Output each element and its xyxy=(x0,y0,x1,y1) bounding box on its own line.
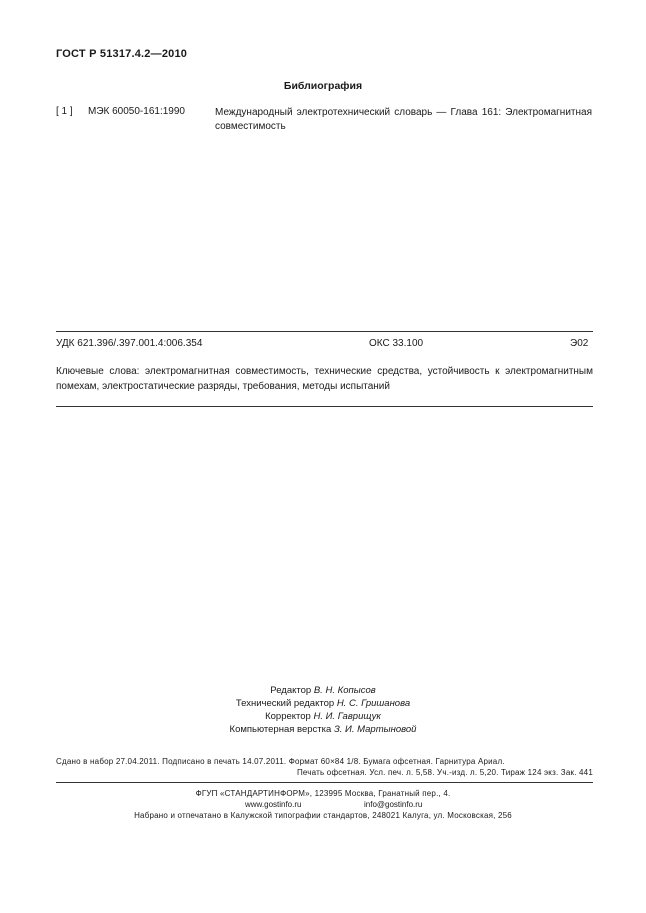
credit-role: Технический редактор xyxy=(235,698,335,709)
credit-role: Компьютерная верстка xyxy=(229,724,332,735)
oks-code: ОКС 33.100 xyxy=(369,338,424,349)
credit-proofreader xyxy=(0,710,646,723)
print-info-line-2: Печать офсетная. Усл. печ. л. 5,58. Уч.-изд. л. 5,20. Тираж 124 экз. Зак. 441 xyxy=(296,768,593,777)
publisher-line: ФГУП «СТАНДАРТИНФОРМ», 123995 Москва, Гранатный пер., 4. xyxy=(195,789,451,798)
divider-bottom xyxy=(56,782,593,783)
keywords: Ключевые слова: электромагнитная совместимость, технические средства, устойчивость к электромагнитным помехам, электростатические разряды, требования, методы испытаний xyxy=(56,366,593,392)
bibliography-entry-number: [ 1 ] xyxy=(56,106,73,117)
credit-layout xyxy=(0,723,646,736)
bibliography-entry-text: Международный электротехнический словарь — Глава 161: Электромагнитная совместимость xyxy=(215,107,592,132)
credit-editor xyxy=(0,684,646,697)
credits-block xyxy=(0,684,646,736)
credit-name: В. Н. Копысов xyxy=(313,685,376,696)
credit-role: Редактор xyxy=(270,685,312,696)
credit-name: Н. И. Гаврищук xyxy=(313,711,381,722)
credit-name: З. И. Мартыновой xyxy=(333,724,417,735)
bibliography-entry-code: МЭК 60050-161:1990 xyxy=(88,106,185,117)
divider-top xyxy=(56,331,593,332)
udk-code: УДК 621.396/.397.001.4:006.354 xyxy=(56,338,203,349)
credit-role: Корректор xyxy=(265,711,311,722)
document-header: ГОСТ Р 51317.4.2—2010 xyxy=(56,48,188,60)
bibliography-title: Библиография xyxy=(283,80,363,92)
publisher-email-link[interactable]: info@gostinfo.ru xyxy=(364,800,423,809)
printing-house-line: Набрано и отпечатано в Калужской типографии стандартов, 248021 Калуга, ул. Московская, 256 xyxy=(134,811,512,820)
print-info-line-1: Сдано в набор 27.04.2011. Подписано в печать 14.07.2011. Формат 60×84 1/8. Бумага офсетная. Гарнитура Ариал. xyxy=(56,757,505,766)
credit-tech-editor xyxy=(0,697,646,710)
credit-name: Н. С. Гришанова xyxy=(336,698,411,709)
divider-keywords xyxy=(56,406,593,407)
group-code: Э02 xyxy=(570,338,589,349)
publisher-website-link[interactable]: www.gostinfo.ru xyxy=(245,800,302,809)
